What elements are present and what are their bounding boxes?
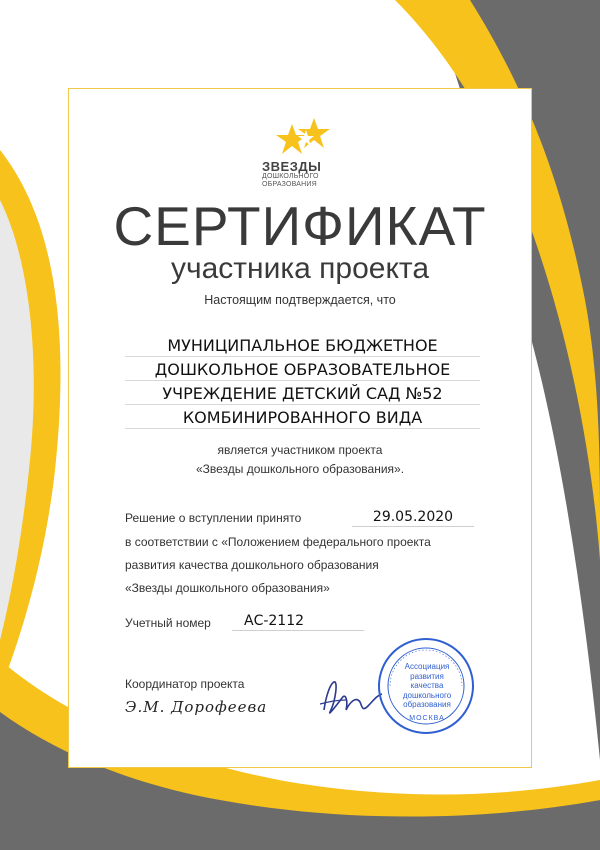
logo-line-3: ОБРАЗОВАНИЯ: [262, 181, 317, 188]
participant-line-2: «Звезды дошкольного образования».: [195, 462, 405, 476]
confirm-text: Настоящим подтверждается, что: [204, 293, 396, 307]
stamp-line-5: образования: [403, 700, 451, 709]
certificate-title: СЕРТИФИКАТ: [113, 195, 487, 257]
logo-line-1: ЗВЕЗДЫ: [262, 159, 322, 174]
decision-label: Решение о вступлении принято: [125, 511, 302, 525]
stamp-line-3: качества: [410, 681, 444, 690]
stamp-line-4: дошкольного: [402, 690, 452, 700]
stamp-text: [392, 662, 462, 723]
organization-line-1: МУНИЦИПАЛЬНОЕ БЮДЖЕТНОЕ: [125, 336, 480, 357]
participant-line-1: является участником проекта: [217, 443, 383, 457]
decision-line-3: «Звезды дошкольного образования»: [125, 581, 330, 595]
logo-line-2: ДОШКОЛЬНОГО: [262, 173, 319, 180]
certificate-subtitle: участника проекта: [170, 252, 430, 285]
logo-text: [262, 160, 352, 189]
coordinator-label: Координатор проекта: [125, 677, 245, 691]
stamp-bottom: МОСКВА: [409, 714, 445, 722]
decision-line-2: развития качества дошкольного образования: [125, 558, 379, 572]
stamp-line-1: Ассоциация: [404, 662, 450, 671]
organization-line-4: КОМБИНИРОВАННОГО ВИДА: [125, 408, 480, 429]
organization-line-3: УЧРЕЖДЕНИЕ ДЕТСКИЙ САД №52: [125, 384, 480, 405]
account-number: АС-2112: [232, 612, 364, 631]
decision-date: 29.05.2020: [352, 508, 474, 527]
coordinator-name: Э.М. Дорофеева: [125, 698, 268, 716]
decision-line-1: в соответствии с «Положением федерального проекта: [125, 535, 431, 549]
account-label: Учетный номер: [125, 616, 211, 630]
stamp-line-2: развития: [410, 671, 444, 681]
organization-line-2: ДОШКОЛЬНОЕ ОБРАЗОВАТЕЛЬНОЕ: [125, 360, 480, 381]
